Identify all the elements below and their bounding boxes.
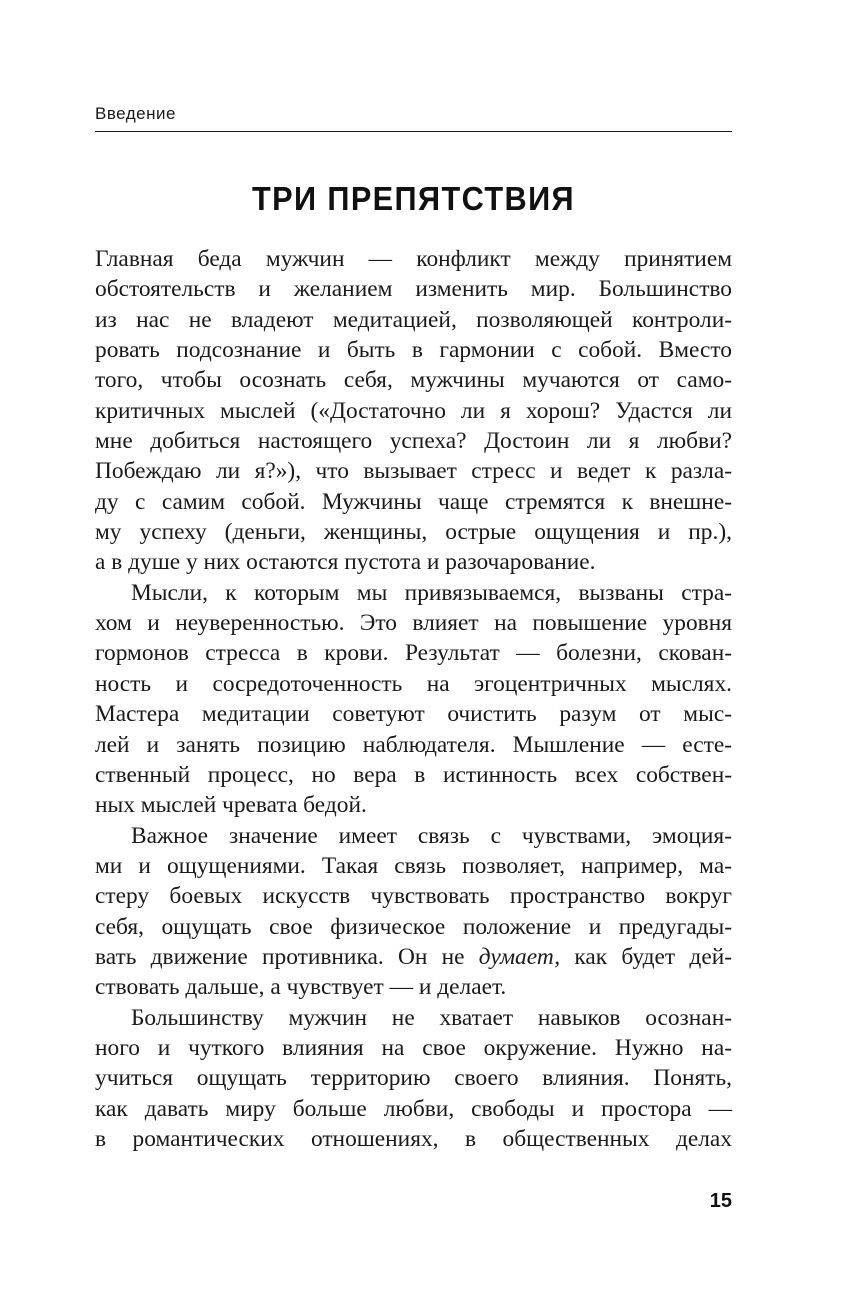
- header-rule: [95, 131, 732, 132]
- text-line: Главная беда мужчин — конфликт между принятием: [95, 246, 732, 272]
- text-line: ду с самим собой. Мужчины чаще стремятся к внешне-: [95, 488, 732, 515]
- text-segment: как будет дей-: [560, 943, 733, 970]
- text-line: гормонов стресса в крови. Результат — болезни, скован-: [95, 640, 732, 667]
- text-line: из нас не владеют медитацией, позволяющей контроли-: [95, 306, 732, 333]
- text-line: Побеждаю ли я?»), что вызывает стресс и ведет к разла-: [95, 458, 732, 485]
- text-line: ровать подсознание и быть в гармонии с собой. Вместо: [95, 337, 732, 364]
- text-line: ных мыслей чревата бедой.: [95, 792, 367, 819]
- text-line: обстоятельств и желанием изменить мир. Большинство: [95, 276, 732, 303]
- page-number: 15: [709, 1190, 732, 1212]
- text-line: ного и чуткого влияния на свое окружение. Нужно на-: [95, 1034, 732, 1061]
- text-line: учиться ощущать территорию своего влияния. Понять,: [95, 1065, 732, 1092]
- text-line: Мастера медитации советуют очистить разум от мыс-: [95, 701, 732, 728]
- text-segment: вать движение противника. Он не: [95, 943, 479, 970]
- text-line: Мысли, к которым мы привязываемся, вызваны стра-: [131, 579, 732, 606]
- text-line: мне добиться настоящего успеха? Достоин ли я любви?: [95, 428, 732, 455]
- emphasized-word: думает,: [478, 943, 561, 970]
- text-line: хом и неуверенностью. Это влияет на повышение уровня: [95, 610, 732, 637]
- text-line: ствовать дальше, а чувствует — и делает.: [95, 974, 507, 1001]
- text-line: ность и сосредоточенность на эгоцентричных мыслях.: [95, 670, 732, 697]
- text-line: му успеху (деньги, женщины, острые ощущения и пр.),: [95, 519, 732, 546]
- text-line: Важное значение имеет связь с чувствами, эмоция-: [131, 822, 732, 849]
- text-line: Большинству мужчин не хватает навыков осознан-: [131, 1004, 732, 1031]
- text-line: себя, ощущать свое физическое положение и предугады-: [95, 913, 732, 940]
- text-line: лей и занять позицию наблюдателя. Мышление — есте-: [95, 731, 732, 758]
- text-line: того, чтобы осознать себя, мужчины мучаются от само-: [95, 367, 732, 394]
- text-line: а в душе у них остаются пустота и разочарование.: [95, 549, 596, 576]
- text-line: ми и ощущениями. Такая связь позволяет, например, ма-: [95, 852, 732, 879]
- text-line-with-emphasis: [95, 942, 732, 972]
- body-text: [95, 244, 732, 1154]
- text-line: критичных мыслей («Достаточно ли я хорош? Удастся ли: [95, 397, 732, 424]
- text-line: в романтических отношениях, в общественных делах: [95, 1125, 732, 1152]
- running-head: Введение: [95, 104, 176, 123]
- chapter-title: ТРИ ПРЕПЯТСТВИЯ: [251, 180, 576, 217]
- text-line: ственный процесс, но вера в истинность всех собствен-: [95, 761, 732, 788]
- text-line: как давать миру больше любви, свободы и простора —: [95, 1095, 732, 1122]
- text-line: стеру боевых искусств чувствовать пространство вокруг: [95, 883, 732, 910]
